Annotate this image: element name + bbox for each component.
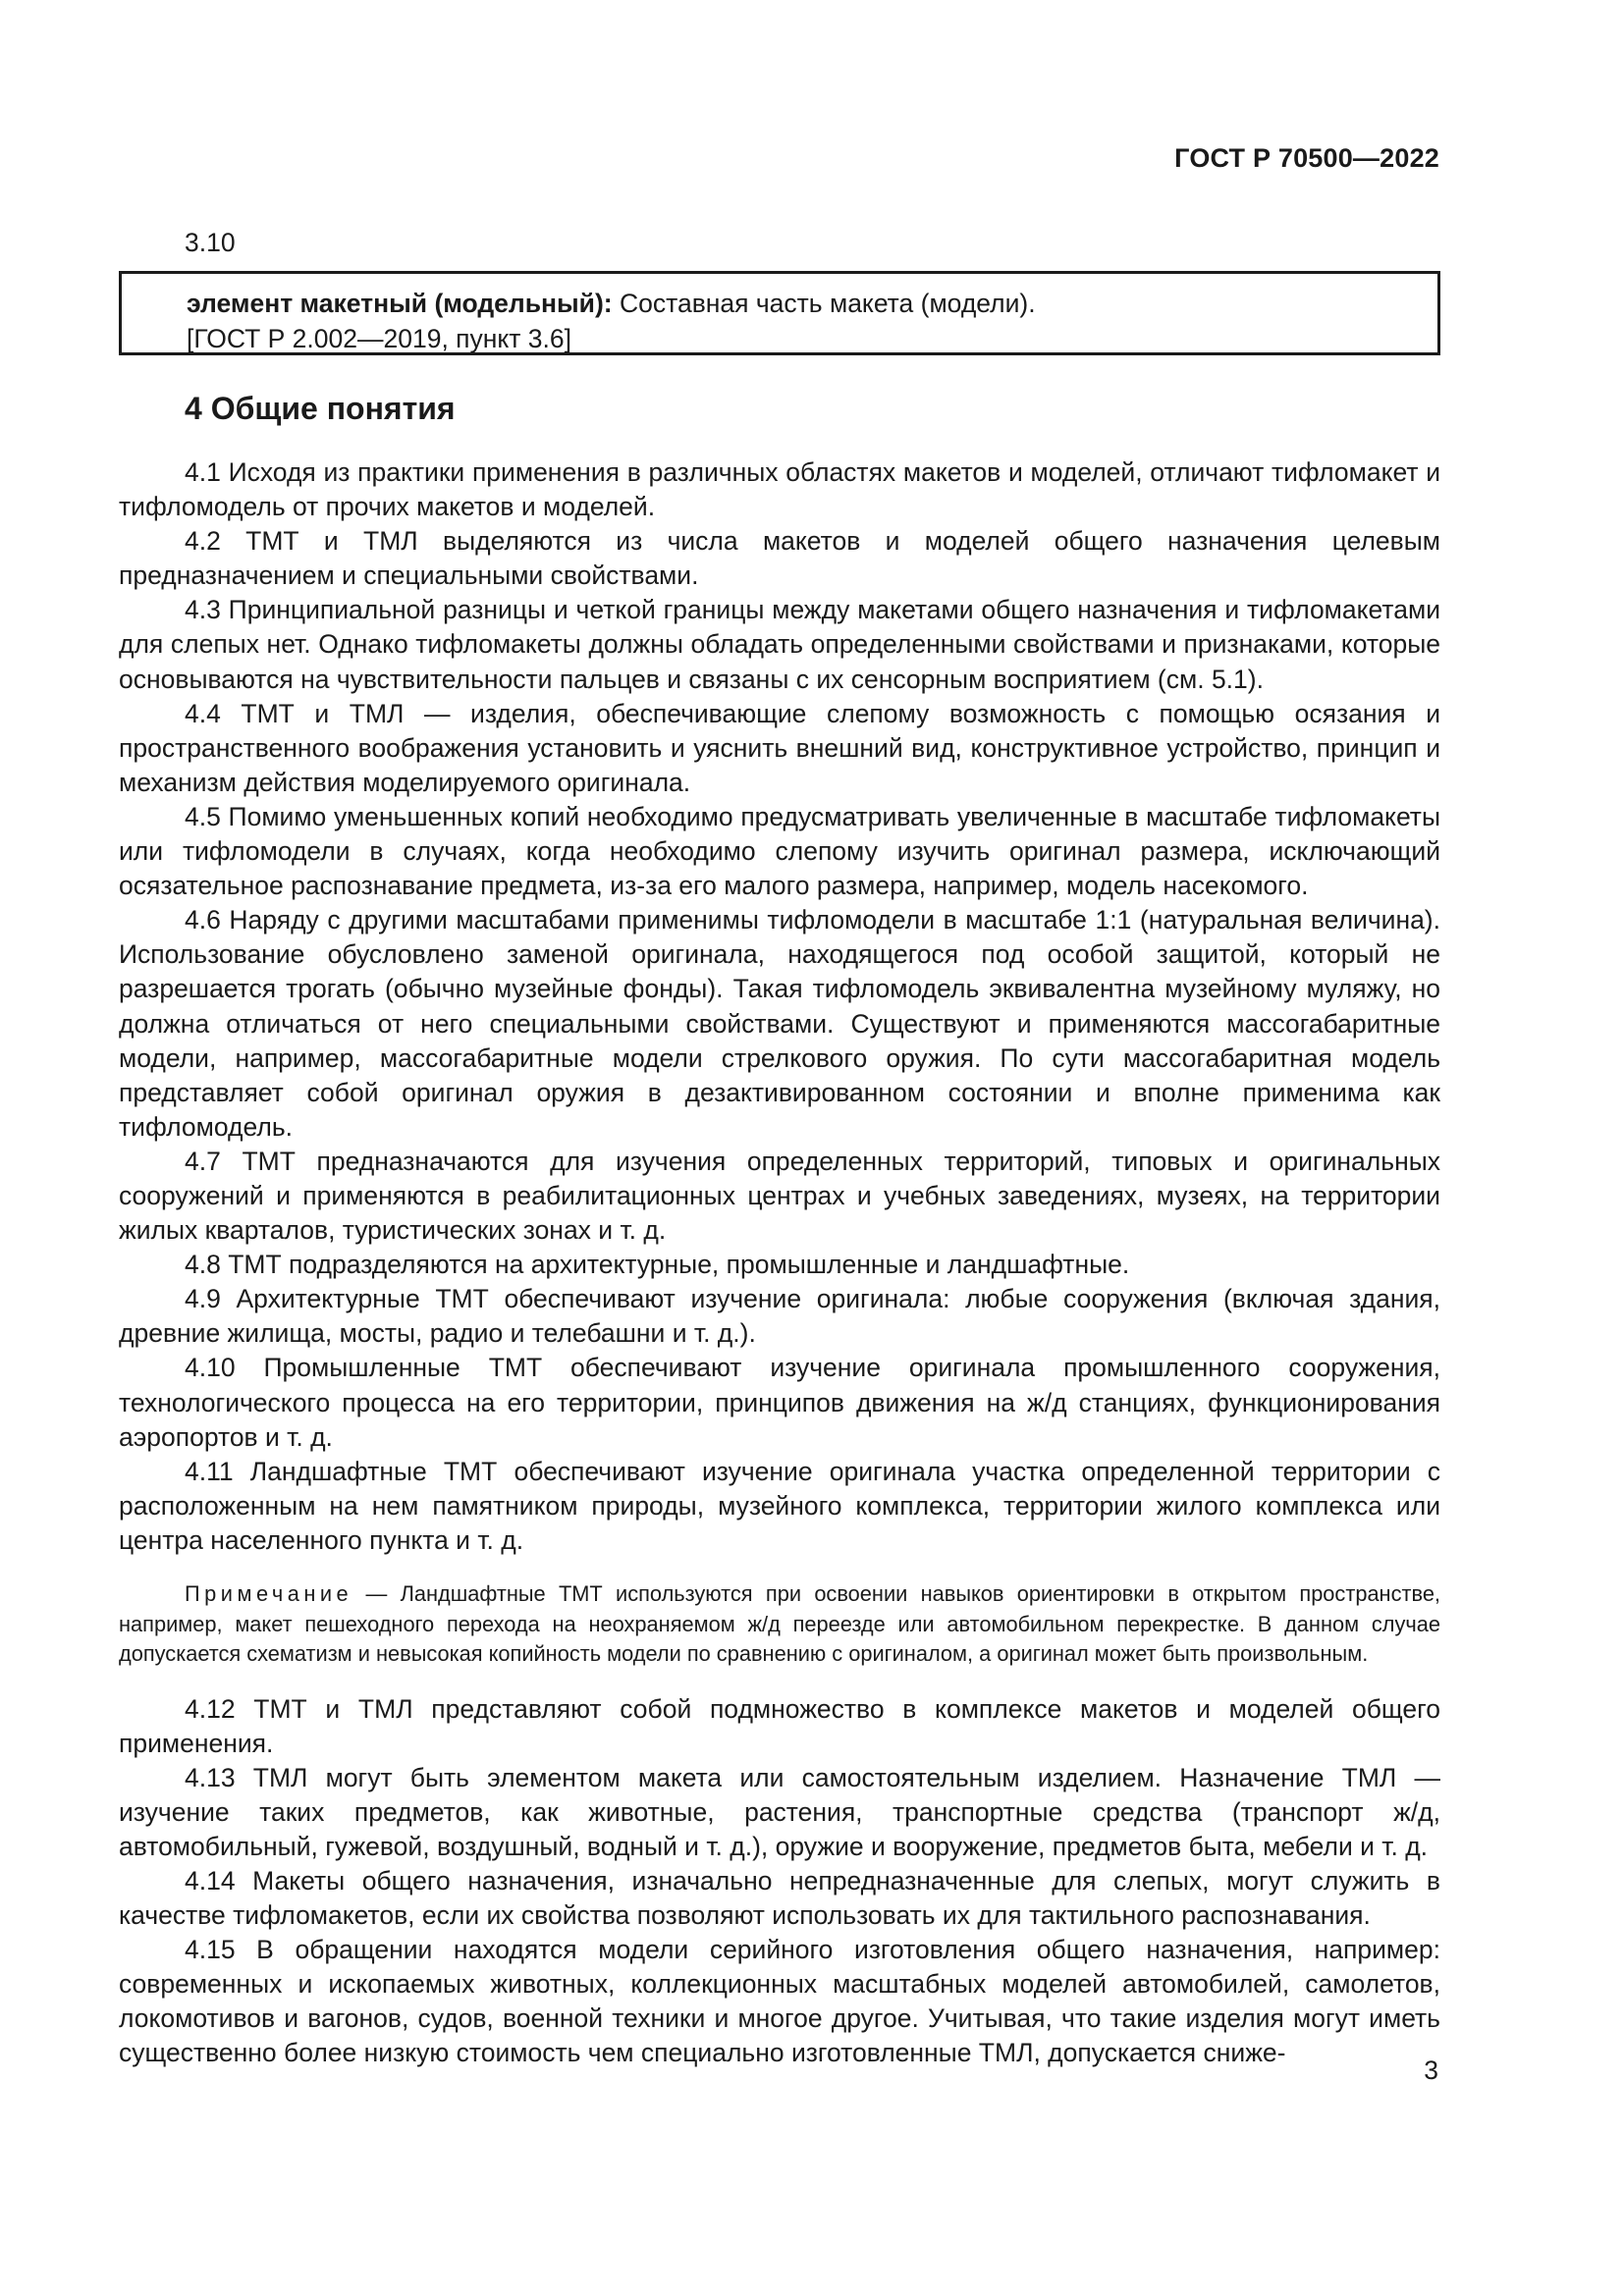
paragraph-4-12: 4.12 ТМТ и ТМЛ представляют собой подмножество в комплексе макетов и моделей общего применения. [119,1693,1440,1758]
paragraph-4-5: 4.5 Помимо уменьшенных копий необходимо предусматривать увеличенные в масштабе тифломакеты или тифломодели в случаях, когда необходимо слепому изучить оригинал размера, исключающий осязательное распознавание предмета, из-за его малого размера, например, модель насекомого. [119,801,1440,901]
page-number: 3 [1424,2056,1438,2085]
paragraph-4-13: 4.13 ТМЛ могут быть элементом макета или самостоятельным изделием. Назначение ТМЛ — изучение таких предметов, как животные, растения, транспортные средства (транспорт ж/д, автомобильный, гужевой, воздушный, водный и т. д.), оружие и вооружение, предметов быта, мебели и т. д. [119,1762,1440,1861]
paragraph-4-9: 4.9 Архитектурные ТМТ обеспечивают изучение оригинала: любые сооружения (включая здания, древние жилища, мосты, радио и телебашни и т. д.). [119,1284,1440,1349]
paragraph-4-7: 4.7 ТМТ предназначаются для изучения определенных территорий, типовых и оригинальных сооружений и применяются в реабилитационных центрах и учебных заведениях, музеях, на территории жилых кварталов, туристических зонах и т. д. [119,1146,1440,1246]
paragraph-4-15: 4.15 В обращении находятся модели серийного изготовления общего назначения, например: современных и ископаемых животных, коллекционных масштабных моделей автомобилей, самолетов, локомотивов и вагонов, судов, военной техники и многое другое. Учитывая, что такие изделия могут иметь существенно более низкую стоимость чем специально изготовленные ТМЛ, допускается сниже- [119,1935,1440,2068]
paragraph-4-1: 4.1 Исходя из практики применения в различных областях макетов и моделей, отличают тифломакет и тифломодель от прочих макетов и моделей. [119,457,1440,522]
term-definition-line [187,286,1437,321]
paragraph-4-10: 4.10 Промышленные ТМТ обеспечивают изучение оригинала промышленного сооружения, технологического процесса на его территории, принципов движения на ж/д станциях, функционирования аэропортов и т. д. [119,1353,1440,1452]
document-code-header: ГОСТ Р 70500—2022 [1174,143,1439,173]
section-body [119,455,1440,2071]
term-definition-text: Составная часть макета (модели). [612,289,1036,318]
note-paragraph [119,1579,1440,1670]
note-label: Примечание [185,1581,353,1606]
term-name: элемент макетный (модельный): [187,289,613,318]
note-text: — Ландшафтные ТМТ используются при освоении навыков ориентировки в открытом пространстве, например, макет пешеходного перехода на неохраняемом ж/д переезде или автомобильном перекрестке. В данном случае допускается схематизм и невысокая копийность модели по сравнению с оригиналом, а оригинал может быть произвольным. [119,1581,1440,1666]
paragraph-4-2: 4.2 ТМТ и ТМЛ выделяются из числа макетов и моделей общего назначения целевым предназначением и специальными свойствами. [119,526,1440,591]
paragraph-4-8: 4.8 ТМТ подразделяются на архитектурные, промышленные и ландшафтные. [185,1250,1130,1280]
term-number: 3.10 [185,228,236,257]
paragraph-4-3: 4.3 Принципиальной разницы и четкой границы между макетами общего назначения и тифломакетами для слепых нет. Однако тифломакеты должны обладать определенными свойствами и признаками, которые основываются на чувствительности пальцев и связаны с их сенсорным восприятием (см. 5.1). [119,595,1440,694]
term-definition-box [119,271,1440,355]
term-source-reference: [ГОСТ Р 2.002—2019, пункт 3.6] [187,324,572,353]
paragraph-4-11: 4.11 Ландшафтные ТМТ обеспечивают изучение оригинала участка определенной территории с расположенным на нем памятником природы, музейного комплекса, территории жилого комплекса или центра населенного пункта и т. д. [119,1456,1440,1555]
section-heading: 4 Общие понятия [185,391,456,426]
paragraph-4-4: 4.4 ТМТ и ТМЛ — изделия, обеспечивающие слепому возможность с помощью осязания и пространственного воображения установить и уяснить внешний вид, конструктивное устройство, принцип и механизм действия моделируемого оригинала. [119,698,1440,797]
paragraph-4-6: 4.6 Наряду с другими масштабами применимы тифломодели в масштабе 1:1 (натуральная величина). Использование обусловлено заменой оригинала, находящегося под особой защитой, который не разрешается трогать (обычно музейные фонды). Такая тифломодель эквивалентна музейному муляжу, но должна отличаться от него специальными свойствами. Существуют и применяются массогабаритные модели, например, массогабаритные модели стрелкового оружия. По сути массогабаритная модель представляет собой оригинал оружия в дезактивированном состоянии и вполне применима как тифломодель. [119,905,1440,1142]
paragraph-4-14: 4.14 Макеты общего назначения, изначально непредназначенные для слепых, могут служить в качестве тифломакетов, если их свойства позволяют использовать их для тактильного распознавания. [119,1865,1440,1931]
